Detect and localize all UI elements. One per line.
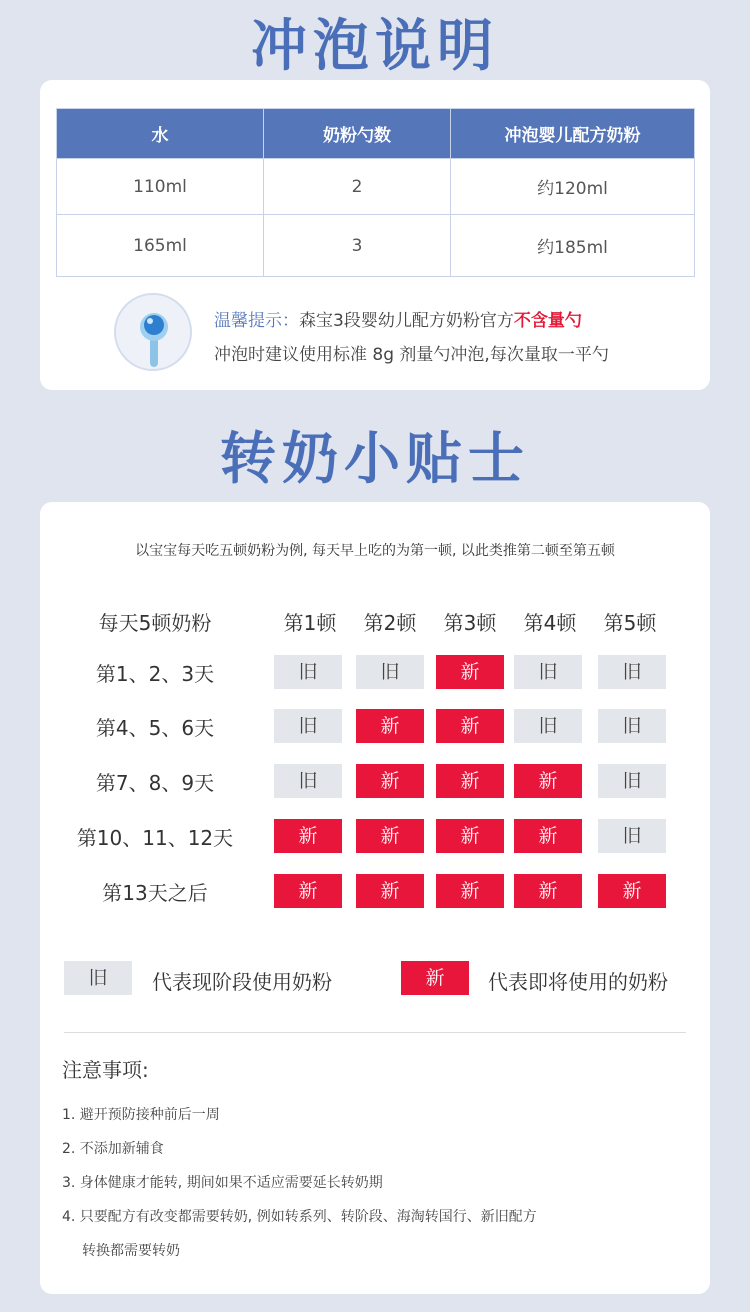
schedule-intro: 以宝宝每天吃五顿奶粉为例, 每天早上吃的为第一顿, 以此类推第二顿至第五顿: [135, 543, 615, 559]
old-formula-cell: 旧: [598, 655, 666, 689]
old-formula-cell: 旧: [274, 709, 342, 743]
new-formula-cell: 新: [436, 819, 504, 853]
meal-header: 第3顿: [443, 611, 497, 635]
schedule-section-title: 转奶小贴士: [220, 427, 530, 492]
new-formula-cell: 新: [356, 874, 424, 908]
note-item: 3. 身体健康才能转, 期间如果不适应需要延长转奶期: [62, 1175, 383, 1191]
legend-new-box: 新: [401, 961, 469, 995]
new-formula-cell: 新: [436, 709, 504, 743]
note-item: 转换都需要转奶: [82, 1243, 180, 1259]
table-cell: 3: [264, 215, 451, 277]
brew-header-water: 水: [57, 109, 264, 159]
schedule-row-label: 第13天之后: [102, 881, 208, 905]
tip-line-2: 冲泡时建议使用标准 8g 剂量勺冲泡,每次量取一平勺: [214, 345, 609, 365]
old-formula-cell: 旧: [514, 655, 582, 689]
note-item: 4. 只要配方有改变都需要转奶, 例如转系列、转阶段、海淘转国行、新旧配方: [62, 1209, 537, 1225]
old-formula-cell: 旧: [514, 709, 582, 743]
brew-header-scoops: 奶粉勺数: [264, 109, 451, 159]
brew-section-title: 冲泡说明: [251, 14, 499, 79]
tip-text: 森宝3段婴幼儿配方奶粉官方: [299, 311, 514, 331]
meal-header: 第4顿: [523, 611, 577, 635]
table-cell: 2: [264, 159, 451, 215]
meal-header: 第2顿: [363, 611, 417, 635]
new-formula-cell: 新: [274, 819, 342, 853]
note-item: 1. 避开预防接种前后一周: [62, 1107, 220, 1123]
new-formula-cell: 新: [514, 874, 582, 908]
old-formula-cell: 旧: [356, 655, 424, 689]
table-cell: 约185ml: [451, 215, 695, 277]
new-formula-cell: 新: [514, 819, 582, 853]
brew-table: [56, 108, 695, 277]
brew-card: [40, 80, 710, 390]
new-formula-cell: 新: [356, 764, 424, 798]
table-row: [57, 159, 695, 215]
old-formula-cell: 旧: [274, 764, 342, 798]
new-formula-cell: 新: [436, 655, 504, 689]
brew-header-result: 冲泡婴儿配方奶粉: [451, 109, 695, 159]
legend-old-text: 代表现阶段使用奶粉: [152, 970, 332, 994]
new-formula-cell: 新: [356, 819, 424, 853]
brew-table-header: [57, 109, 695, 159]
new-formula-cell: 新: [356, 709, 424, 743]
tip-line-1: [214, 306, 582, 331]
new-formula-cell: 新: [274, 874, 342, 908]
old-formula-cell: 旧: [598, 819, 666, 853]
new-formula-cell: 新: [436, 874, 504, 908]
measuring-spoon-icon: [114, 293, 192, 371]
schedule-row-label: 第1、2、3天: [95, 662, 215, 686]
old-formula-cell: 旧: [274, 655, 342, 689]
tip-label: 温馨提示：: [214, 311, 299, 331]
table-cell: 约120ml: [451, 159, 695, 215]
meal-header: 第1顿: [283, 611, 337, 635]
new-formula-cell: 新: [598, 874, 666, 908]
schedule-row-label: 第4、5、6天: [95, 716, 215, 740]
tip-highlight: 不含量勺: [513, 311, 582, 331]
meal-header: 第5顿: [603, 611, 657, 635]
old-formula-cell: 旧: [598, 709, 666, 743]
table-cell: 165ml: [57, 215, 264, 277]
table-cell: 110ml: [57, 159, 264, 215]
new-formula-cell: 新: [514, 764, 582, 798]
table-row: [57, 215, 695, 277]
new-formula-cell: 新: [436, 764, 504, 798]
legend-new-text: 代表即将使用的奶粉: [488, 970, 668, 994]
legend-old-box: 旧: [64, 961, 132, 995]
schedule-row-label: 第7、8、9天: [95, 771, 215, 795]
note-item: 2. 不添加新辅食: [62, 1141, 164, 1157]
notes-title: 注意事项:: [62, 1058, 149, 1082]
divider: [64, 1032, 686, 1033]
schedule-card: [40, 502, 710, 1294]
old-formula-cell: 旧: [598, 764, 666, 798]
schedule-row-label: 第10、11、12天: [76, 826, 234, 850]
corner-label: 每天5顿奶粉: [98, 611, 212, 635]
